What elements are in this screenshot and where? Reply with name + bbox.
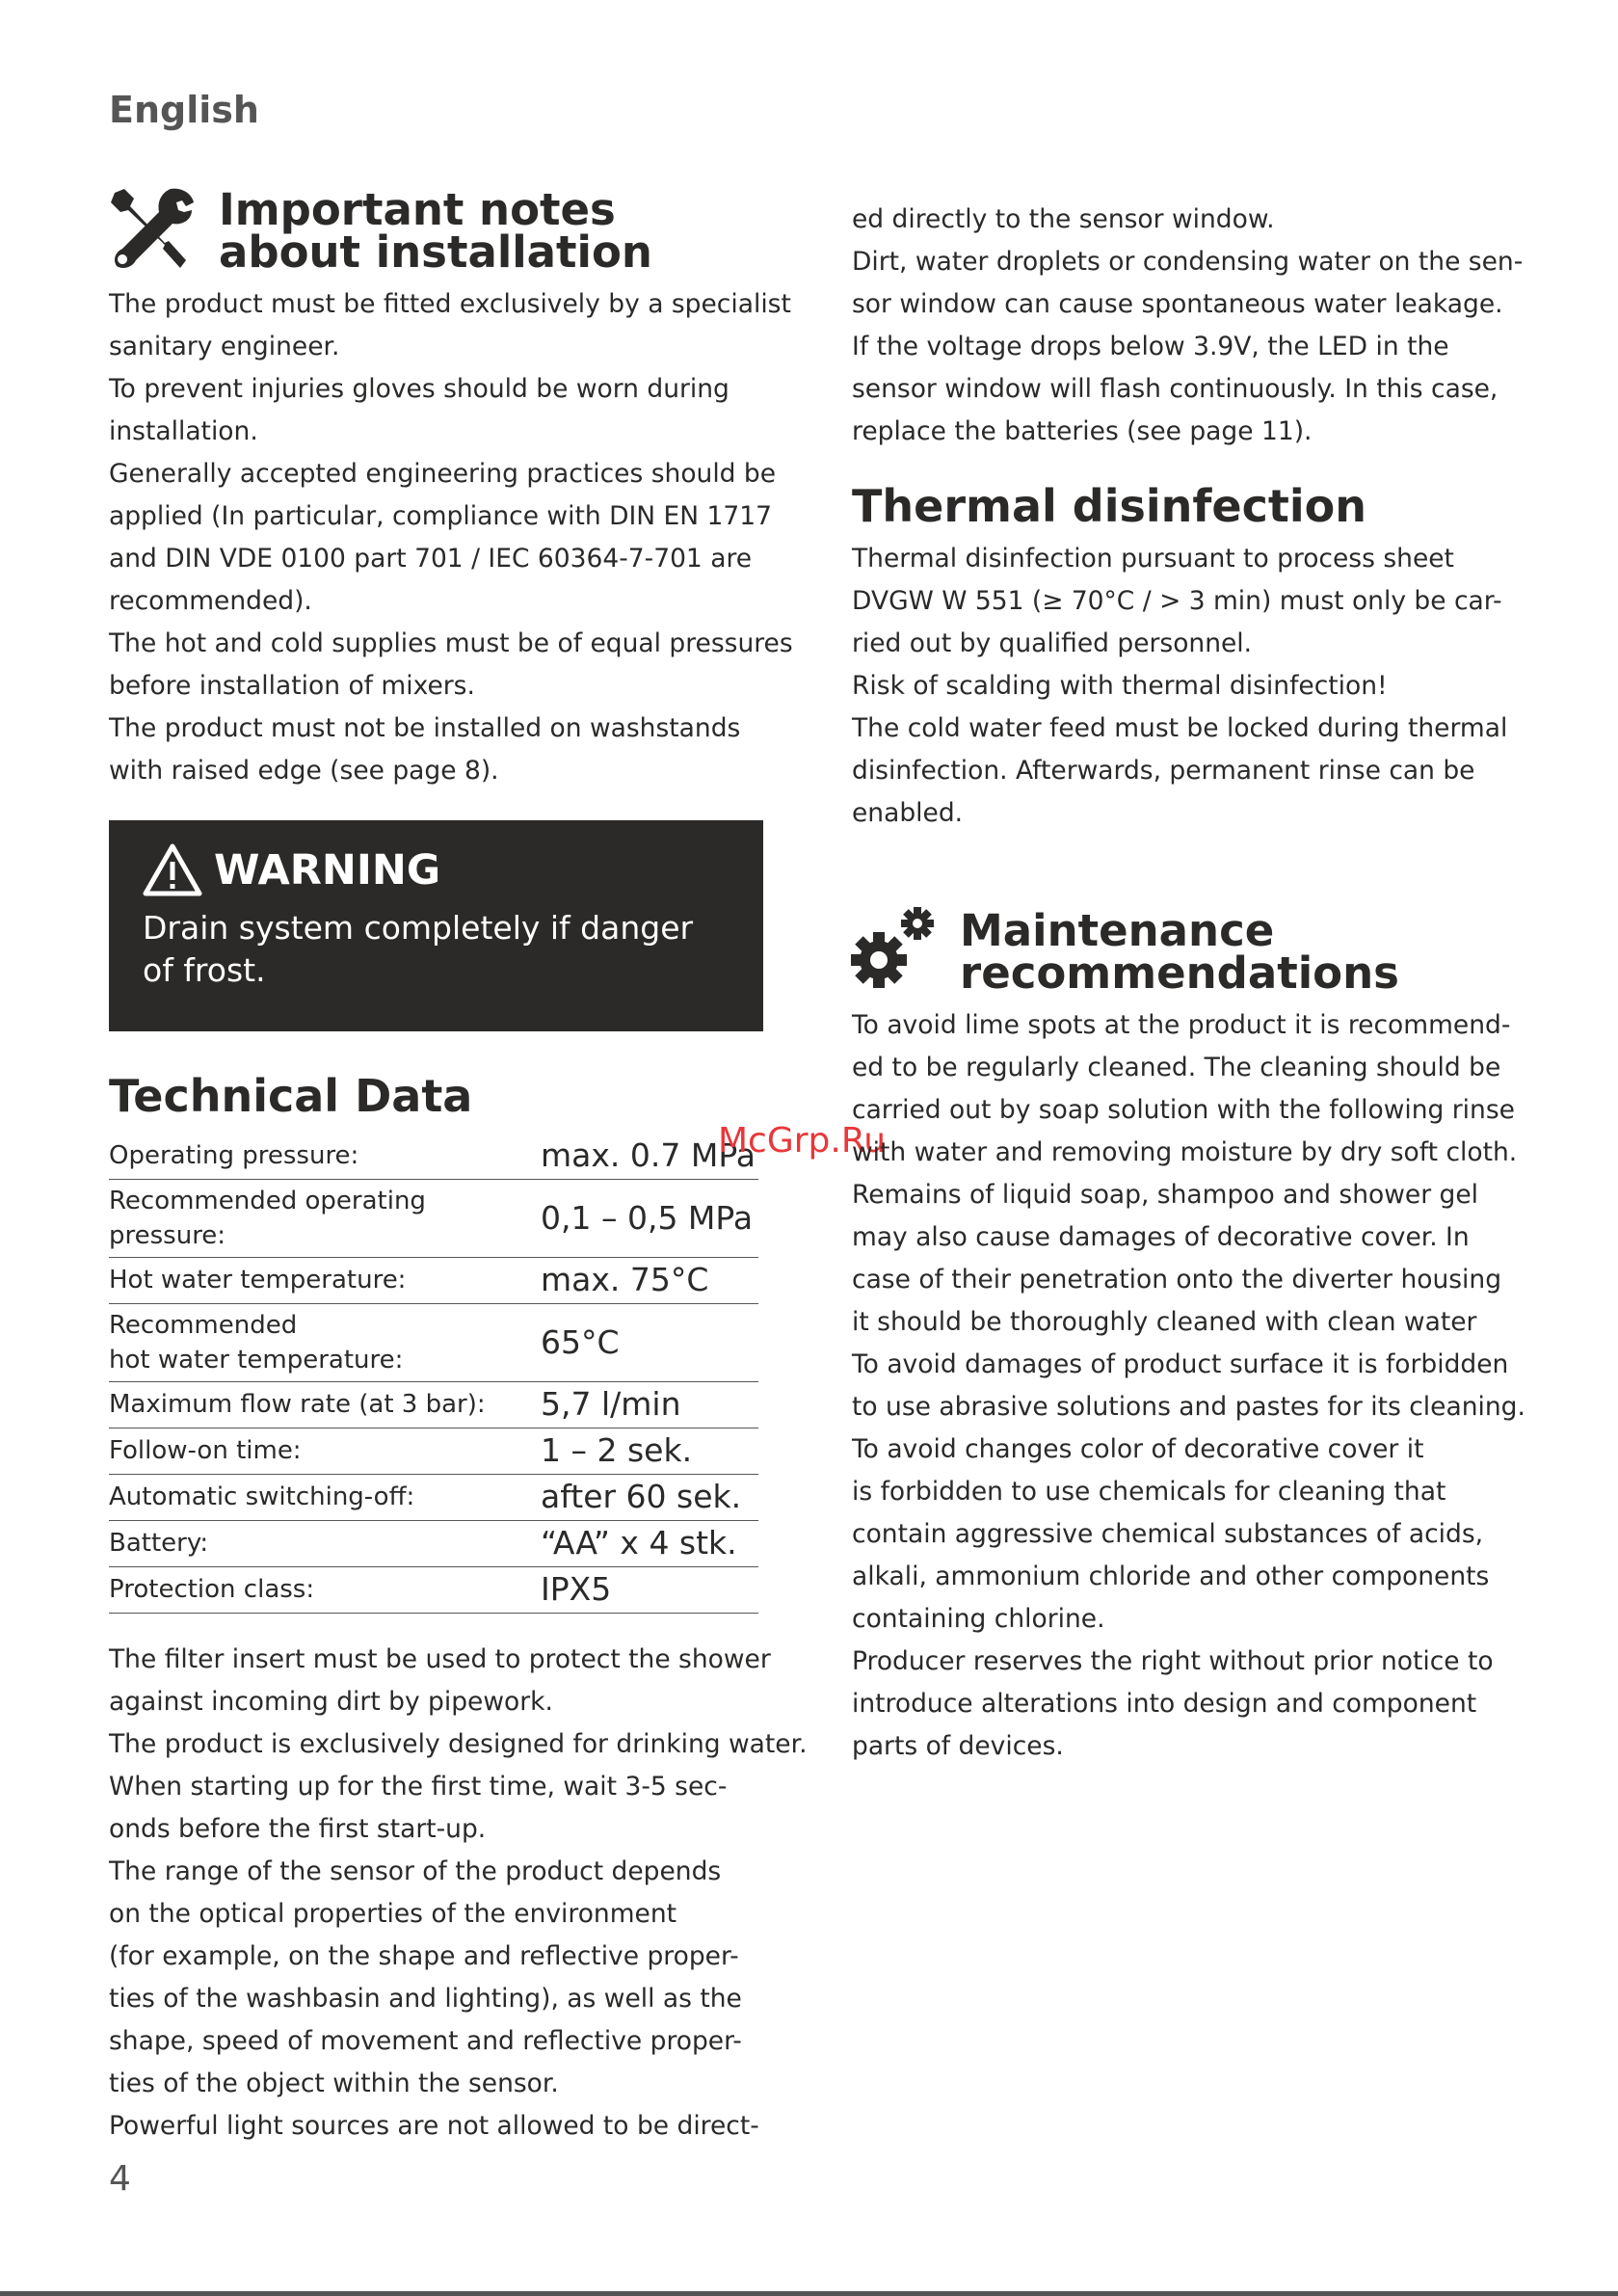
maintenance-heading (850, 904, 1399, 999)
page-number: 4 (109, 2159, 131, 2199)
text-line: replace the batteries (see page 11). (852, 416, 1313, 446)
text-line: to use abrasive solutions and pastes for its cleaning. (852, 1392, 1525, 1422)
technical-data-title: Technical Data (109, 1070, 473, 1122)
table-row (109, 1474, 758, 1520)
text-line: The range of the sensor of the product depends (109, 1856, 722, 1886)
installation-text (109, 283, 793, 792)
text-line: introduce alterations into design and component (852, 1689, 1477, 1719)
maintenance-title-line2: recommendations (960, 948, 1399, 999)
row-label: Automatic switching-off: (109, 1482, 415, 1511)
wrench-screwdriver-icon (109, 185, 198, 274)
text-line: carried out by soap solution with the following rinse (852, 1095, 1515, 1125)
text-line: Risk of scalding with thermal disinfection! (852, 671, 1388, 701)
filter-notes-text (109, 1639, 808, 2148)
warning-box (109, 820, 763, 1031)
bottom-rule (0, 2291, 1618, 2296)
text-line: case of their penetration onto the diverter housing (852, 1265, 1502, 1295)
text-line: before installation of mixers. (109, 671, 475, 701)
table-row (109, 1381, 758, 1428)
thermal-title: Thermal disinfection (852, 480, 1366, 532)
row-value: 65°C (541, 1303, 758, 1381)
text-line: enabled. (852, 798, 964, 828)
row-value: 0,1 – 0,5 MPa (541, 1179, 758, 1257)
text-line: The product is exclusively designed for drinking water. (109, 1729, 808, 1759)
text-line: ties of the object within the sensor. (109, 2069, 559, 2098)
row-value: after 60 sek. (541, 1474, 758, 1520)
text-line: alkali, ammonium chloride and other components (852, 1562, 1490, 1591)
row-value: 1 – 2 sek. (541, 1428, 758, 1474)
row-label: Battery: (109, 1529, 209, 1558)
text-line: Producer reserves the right without prior notice to (852, 1646, 1494, 1676)
text-line: parts of devices. (852, 1731, 1064, 1761)
text-line: If the voltage drops below 3.9V, the LED in the (852, 332, 1449, 361)
text-line: ed to be regularly cleaned. The cleaning should be (852, 1053, 1501, 1082)
row-label: Hot water temperature: (109, 1266, 407, 1295)
text-line: is forbidden to use chemicals for cleaning that (852, 1477, 1446, 1507)
table-row (109, 1428, 758, 1474)
row-value: 5,7 l/min (541, 1381, 758, 1428)
maintenance-text (852, 1004, 1525, 1768)
text-line: containing chlorine. (852, 1604, 1105, 1634)
language-label: English (109, 89, 259, 131)
thermal-text (852, 538, 1507, 835)
warning-text-line1: Drain system completely if danger (143, 909, 694, 947)
row-value: “AA” x 4 stk. (541, 1520, 758, 1566)
text-line: recommended). (109, 586, 312, 616)
text-line: When starting up for the first time, wait 3-5 sec- (109, 1772, 728, 1802)
installation-title-line2: about installation (219, 227, 652, 278)
text-line: DVGW W 551 (≥ 70°C / > 3 min) must only be car- (852, 586, 1502, 616)
text-line: sor window can cause spontaneous water leakage. (852, 289, 1503, 319)
text-line: on the optical properties of the environment (109, 1899, 677, 1929)
row-label: Maximum flow rate (at 3 bar): (109, 1390, 486, 1419)
text-line: with water and removing moisture by dry soft cloth. (852, 1137, 1518, 1167)
text-line: To avoid lime spots at the product it is recommend- (852, 1010, 1511, 1040)
text-line: Dirt, water droplets or condensing water on the sen- (852, 247, 1524, 277)
text-line: To avoid changes color of decorative cover it (852, 1434, 1424, 1464)
technical-data-table (109, 1133, 758, 1614)
table-row (109, 1133, 758, 1179)
text-line: The product must not be installed on washstands (109, 713, 741, 743)
text-line: ried out by qualified personnel. (852, 628, 1253, 658)
text-line: onds before the first start-up. (109, 1814, 487, 1844)
warning-triangle-icon (143, 843, 202, 897)
text-line: it should be thoroughly cleaned with clean water (852, 1307, 1477, 1337)
text-line: Thermal disinfection pursuant to process sheet (852, 544, 1454, 574)
text-line: To avoid damages of product surface it is forbidden (852, 1349, 1509, 1379)
installation-heading (109, 184, 652, 278)
maintenance-title-line1: Maintenance (960, 905, 1275, 956)
row-label: pressure: (109, 1220, 226, 1250)
row-label: Protection class: (109, 1575, 315, 1604)
row-value: max. 0.7 MPa (541, 1133, 758, 1179)
table-row (109, 1257, 758, 1303)
text-line: (for example, on the shape and reflective proper- (109, 1941, 739, 1971)
text-line: contain aggressive chemical substances of acids, (852, 1519, 1484, 1549)
text-line: sensor window will flash continuously. In this case, (852, 374, 1499, 404)
row-label: Recommended (109, 1310, 298, 1340)
text-line: ed directly to the sensor window. (852, 204, 1275, 234)
row-value: IPX5 (541, 1566, 758, 1613)
table-row (109, 1566, 758, 1613)
sensor-continued-text (852, 199, 1523, 453)
text-line: against incoming dirt by pipework. (109, 1687, 553, 1717)
text-line: disinfection. Afterwards, permanent rinse can be (852, 756, 1475, 786)
text-line: installation. (109, 416, 258, 446)
installation-title-line1: Important notes (219, 184, 616, 235)
text-line: shape, speed of movement and reflective proper- (109, 2026, 742, 2056)
row-label: hot water temperature: (109, 1345, 404, 1375)
text-line: with raised edge (see page 8). (109, 756, 499, 786)
row-label: Follow-on time: (109, 1436, 302, 1465)
row-label: Recommended operating (109, 1186, 426, 1215)
row-label: Operating pressure: (109, 1140, 359, 1170)
warning-text-line2: of frost. (143, 951, 266, 989)
text-line: sanitary engineer. (109, 332, 340, 361)
text-line: The cold water feed must be locked during thermal (852, 713, 1508, 743)
table-row (109, 1520, 758, 1566)
text-line: The product must be fitted exclusively by a specialist (109, 289, 791, 319)
text-line: Generally accepted engineering practices should be (109, 459, 777, 489)
table-row (109, 1303, 758, 1381)
text-line: may also cause damages of decorative cover. In (852, 1222, 1470, 1252)
gears-icon (850, 904, 939, 993)
text-line: To prevent injuries gloves should be worn during (109, 374, 729, 404)
text-line: and DIN VDE 0100 part 701 / IEC 60364-7-701 are (109, 544, 753, 574)
watermark: McGrp.Ru (718, 1121, 887, 1161)
warning-title: WARNING (214, 846, 441, 894)
text-line: applied (In particular, compliance with DIN EN 1717 (109, 501, 772, 531)
table-row (109, 1179, 758, 1257)
text-line: The hot and cold supplies must be of equal pressures (109, 628, 793, 658)
text-line: Powerful light sources are not allowed to be direct- (109, 2111, 759, 2141)
text-line: ties of the washbasin and lighting), as well as the (109, 1984, 742, 2014)
text-line: Remains of liquid soap, shampoo and shower gel (852, 1180, 1479, 1210)
text-line: The filter insert must be used to protect the shower (109, 1644, 771, 1674)
row-value: max. 75°C (541, 1257, 758, 1303)
